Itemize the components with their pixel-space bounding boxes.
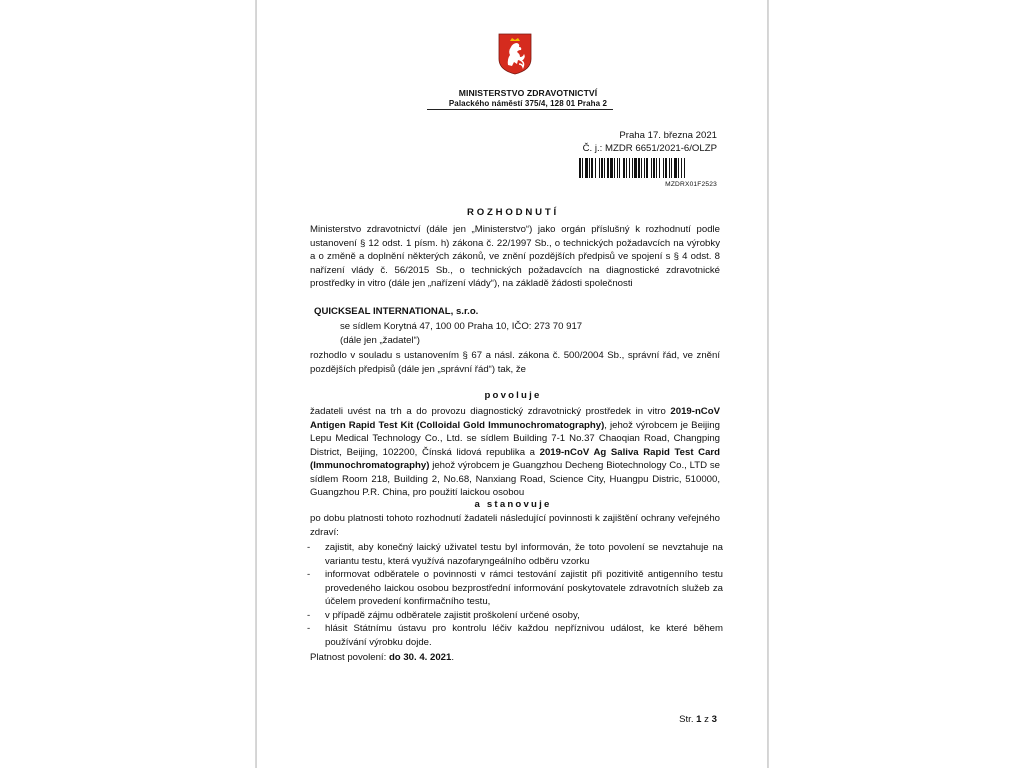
list-item xyxy=(307,568,723,609)
list-item xyxy=(307,609,723,623)
barcode-icon xyxy=(579,158,719,178)
list-dash: - xyxy=(307,609,311,621)
page-prefix: Str. xyxy=(679,714,697,725)
czech-coat-of-arms-icon xyxy=(498,33,532,75)
document-date: Praha 17. března 2021 xyxy=(619,130,717,141)
permit-text-2: , jehož výrobcem je Beijing Lepu Medical Technology Co., Ltd. se sídlem Building 7-1 No.37 Chaoqian Road, Changping District, Beijing, 102200, Čínská lidová republika a xyxy=(310,419,720,458)
page-number xyxy=(679,714,717,725)
page-current: 1 xyxy=(696,714,702,725)
applicant-name: QUICKSEAL INTERNATIONAL, s.r.o. xyxy=(314,306,479,317)
permit-text-3: jehož výrobcem je Guangzhou Decheng Biotechnology Co., LTD se sídlem Room 218, Building 2, No.68, Nanxiang Road, Science City, Huangpu Distric, 510000, Guangzhou P.R. China, pro použití laickou osobou xyxy=(310,460,720,498)
obligation-text: zajistit, aby konečný laický uživatel testu byl informován, že toto povolení se nevztahuje na variantu testu, která využívá nazofaryngeálního odběru vzorku xyxy=(325,542,723,567)
obligation-text: informovat odběratele o povinnosti v rámci testování zajistit při pozitivitě antigenního testu provedeného laickou osobou bezprostřední informování poskytovatele zdravotních služeb za účelem provedení konfirmačního testu, xyxy=(325,569,723,607)
product-name-2: 2019-nCoV Ag Saliva Rapid Test Card (Immunochromatography) xyxy=(310,446,720,471)
applicant-alias: (dále jen „žadatel“) xyxy=(340,335,420,346)
period-paragraph: po dobu platnosti tohoto rozhodnutí žadateli následující povinnosti k zajištění ochrany veřejného zdraví: xyxy=(310,513,720,538)
obligations-list xyxy=(307,541,723,649)
obligation-text: v případě zájmu odběratele zajistit proškolení určené osoby, xyxy=(325,609,580,621)
validity-end: . xyxy=(451,652,455,663)
list-dash: - xyxy=(307,542,311,553)
list-item xyxy=(307,622,723,649)
page-separator: z xyxy=(701,714,712,725)
list-dash: - xyxy=(307,623,311,634)
ministry-address: Palackého náměstí 375/4, 128 01 Praha 2 xyxy=(448,99,608,108)
obligation-text: hlásit Státnímu ústavu pro kontrolu léčiv každou nepříznivou událost, ke které během používání výrobku dojde. xyxy=(325,623,723,648)
decided-paragraph: rozhodlo v souladu s ustanovením § 67 a násl. zákona č. 500/2004 Sb., správní řád, ve znění pozdějších předpisů (dále jen „správní řád“) tak, že xyxy=(310,350,720,375)
validity-line xyxy=(310,652,454,663)
permit-text-1: žadateli uvést na trh a do provozu diagnostický zdravotnický prostředek in vitro xyxy=(310,406,671,417)
page-total: 3 xyxy=(711,714,717,725)
applicant-seat: se sídlem Korytná 47, 100 00 Praha 10, IČO: 273 70 917 xyxy=(340,321,583,332)
intro-paragraph: Ministerstvo zdravotnictví (dále jen „Ministerstvo“) jako orgán příslušný k rozhodnutí podle ustanovení § 12 odst. 1 písm. h) zákona č. 22/1997 Sb., o technických požadavcích na výrobky a o změně a doplnění některých zákonů, ve znění pozdějších předpisů ve spojení s § 4 odst. 8 nařízení vlády č. 56/2015 Sb., o technických požadavcích na diagnostické zdravotnické prostředky in vitro (dále jen „nařízení vlády“), na základě žádosti společnosti xyxy=(310,224,720,289)
reference-number: Č. j.: MZDR 6651/2021-6/OLZP xyxy=(582,143,717,154)
heading-determines: a stanovuje xyxy=(474,499,552,510)
ministry-name: MINISTERSTVO ZDRAVOTNICTVÍ xyxy=(458,88,598,98)
heading-permits: povoluje xyxy=(484,390,542,401)
product-name-1: 2019-nCoV Antigen Rapid Test Kit (Colloidal Gold Immunochromatography) xyxy=(310,406,720,431)
permit-paragraph xyxy=(310,405,720,500)
document-title: ROZHODNUTÍ xyxy=(467,207,559,218)
list-item xyxy=(307,541,723,568)
barcode-number: MZDRX01F2523 xyxy=(665,181,717,188)
list-dash: - xyxy=(307,569,311,580)
document-page xyxy=(256,0,768,768)
validity-date: do 30. 4. 2021 xyxy=(388,652,452,663)
header-rule xyxy=(427,109,613,110)
validity-label: Platnost povolení: xyxy=(310,652,389,663)
